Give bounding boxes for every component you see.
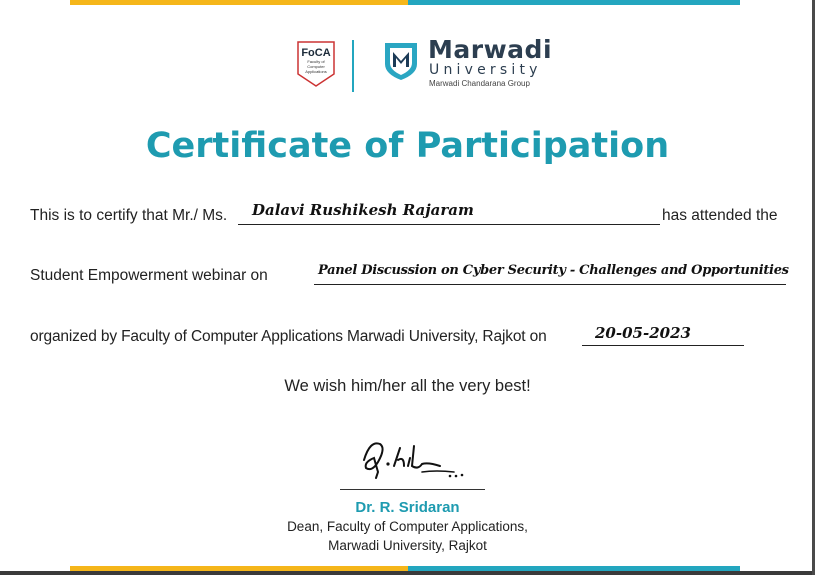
line3-prefix: organized by Faculty of Computer Applications Marwadi University, Rajkot on (30, 328, 547, 345)
foca-line2: Computer (307, 64, 325, 69)
wish-text: We wish him/her all the very best! (284, 377, 531, 395)
line1-suffix: has attended the (662, 207, 778, 224)
marwadi-shield-icon (382, 40, 420, 82)
signature-line (340, 489, 485, 490)
top-accent-bar-yellow (70, 0, 408, 5)
foca-line1: Faculty of (307, 59, 325, 64)
signatory-university: Marwadi University, Rajkot (328, 538, 487, 553)
certificate-title: Certificate of Participation (145, 126, 670, 166)
foca-line3: Applications (305, 69, 327, 74)
webinar-topic: Panel Discussion on Cyber Security - Challenges and Opportunities (318, 263, 789, 278)
university-name: Marwadi (428, 35, 553, 64)
top-accent-bar-teal (408, 0, 740, 5)
participant-name: Dalavi Rushikesh Rajaram (252, 201, 474, 219)
line1-prefix: This is to certify that Mr./ Ms. (30, 207, 228, 224)
webinar-date: 20-05-2023 (595, 324, 691, 342)
bottom-shadow (0, 571, 815, 575)
signatory-title: Dean, Faculty of Computer Applications, (287, 519, 528, 534)
line2-prefix: Student Empowerment webinar on (30, 267, 268, 284)
university-sub: University (429, 62, 542, 78)
foca-logo (296, 40, 336, 88)
university-group: Marwadi Chandarana Group (429, 79, 530, 88)
signatory-name: Dr. R. Sridaran (355, 499, 460, 516)
signature-image (356, 432, 476, 482)
logo-divider (352, 40, 354, 92)
foca-abbr: FoCA (301, 47, 331, 59)
